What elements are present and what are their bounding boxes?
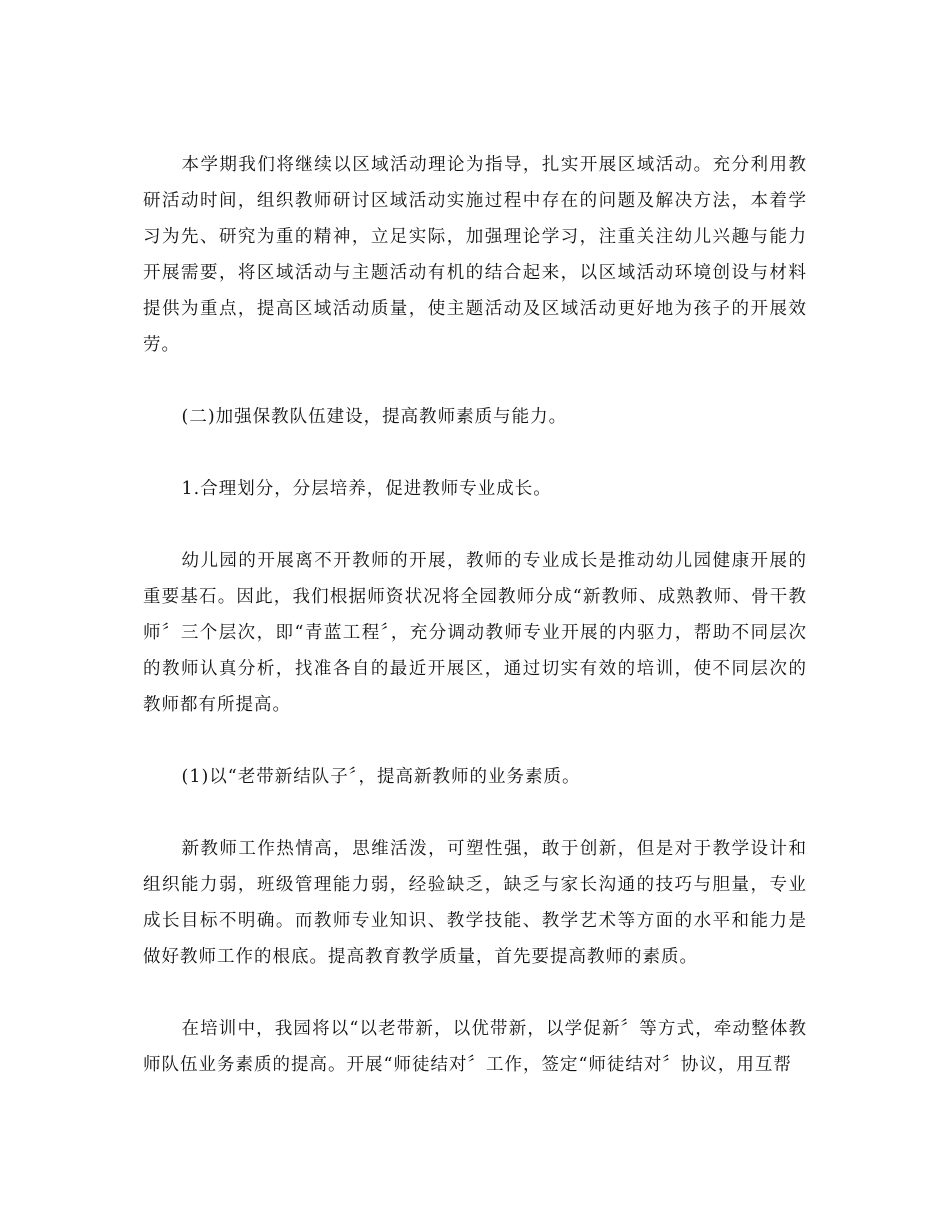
paragraph-spacer — [143, 795, 807, 831]
paragraph-spacer — [143, 975, 807, 1011]
paragraph-training: 在培训中，我园将以“以老带新，以优带新，以学促新〞等方式，牵动整体教师队伍业务素质的提高。开展“师徒结对〞工作，签定“师徒结对〞协议，用互帮 — [143, 1019, 807, 1075]
document-body — [143, 147, 807, 1083]
paragraph-spacer — [143, 723, 807, 759]
paragraph-teacher-development: 幼儿园的开展离不开教师的开展，教师的专业成长是推动幼儿园健康开展的重要基石。因此，我们根据师资状况将全园教师分成“新教师、成熟教师、骨干教师〞三个层次，即“青蓝工程〞，充分调动教师专业开展的内驱力，帮助不同层次的教师认真分析，找准各自的最近开展区，通过切实有效的培训，使不同层次的教师都有所提高。 — [143, 551, 807, 715]
paragraph-spacer — [143, 363, 807, 399]
paragraph-spacer — [143, 435, 807, 471]
heading-strengthen-team: (二)加强保教队伍建设，提高教师素质与能力。 — [181, 407, 568, 427]
heading-tiered-training: 1.合理划分，分层培养，促进教师专业成长。 — [181, 479, 552, 499]
paragraph-new-teachers: 新教师工作热情高，思维活泼，可塑性强，敢于创新，但是对于教学设计和组织能力弱，班级管理能力弱，经验缺乏，缺乏与家长沟通的技巧与胆量，专业成长目标不明确。而教师专业知识、教学技能、教学艺术等方面的水平和能力是做好教师工作的根底。提高教育教学质量，首先要提高教师的素质。 — [143, 839, 807, 967]
paragraph-regional-activities: 本学期我们将继续以区域活动理论为指导，扎实开展区域活动。充分利用教研活动时间，组织教师研讨区域活动实施过程中存在的问题及解决方法，本着学习为先、研究为重的精神，立足实际，加强理论学习，注重关注幼儿兴趣与能力开展需要，将区域活动与主题活动有机的结合起来，以区域活动环境创设与材料提供为重点，提高区域活动质量，使主题活动及区域活动更好地为孩子的开展效劳。 — [143, 155, 807, 355]
heading-mentoring: (1)以“老带新结队子〞，提高新教师的业务素质。 — [181, 767, 581, 787]
paragraph-spacer — [143, 507, 807, 543]
